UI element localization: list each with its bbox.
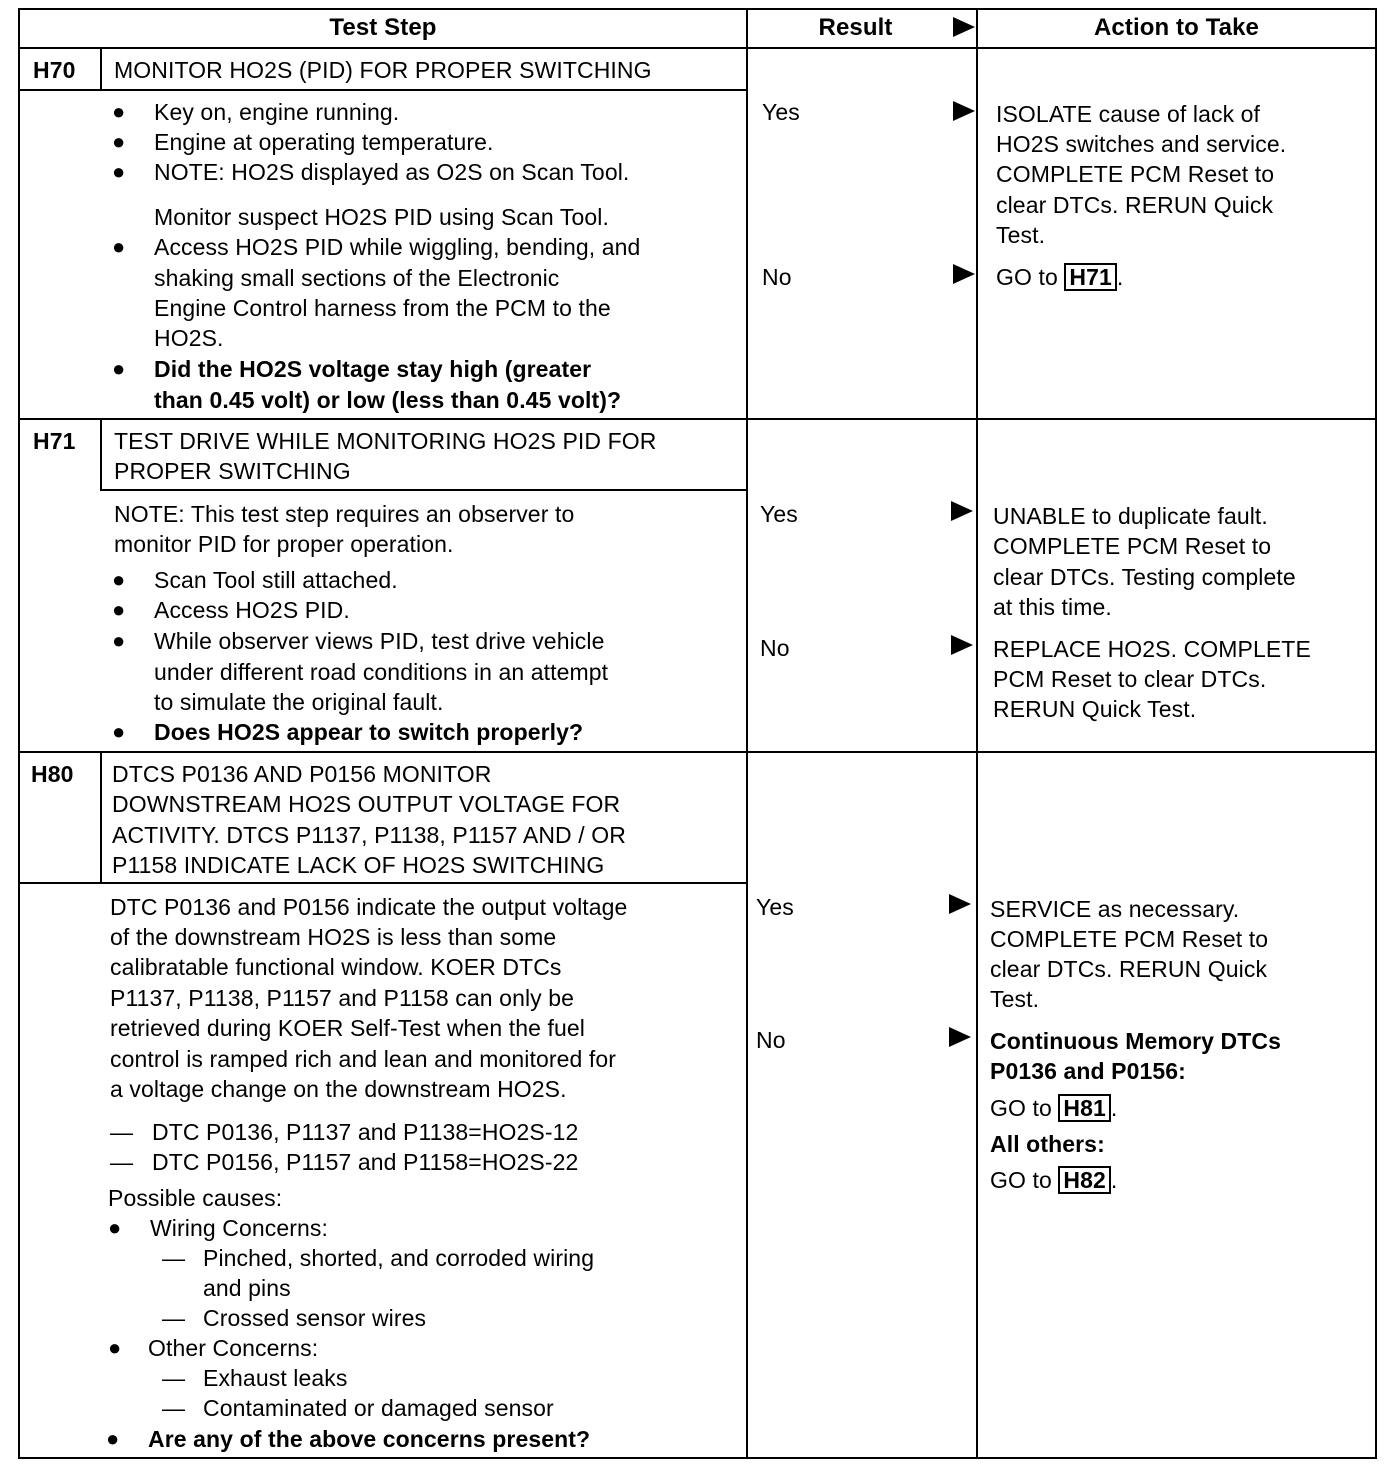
h70-question-line-1: Did the HO2S voltage stay high (greater <box>154 356 592 382</box>
h71-step-id: H71 <box>33 428 76 454</box>
h71-yes-action-4: at this time. <box>993 594 1112 620</box>
h80-step-id: H80 <box>31 761 74 787</box>
h70-yes: Yes <box>762 99 800 125</box>
h80-para-5: retrieved during KOER Self-Test when the fuel <box>110 1015 585 1041</box>
h70-no-action <box>996 262 1123 293</box>
h70-bullet-1: Key on, engine running. <box>154 99 400 125</box>
h70-no: No <box>762 264 792 290</box>
h70-yes-action-1: ISOLATE cause of lack of <box>996 101 1261 127</box>
h80-wiring-1-line-2: and pins <box>203 1275 291 1301</box>
h71-no: No <box>760 635 790 661</box>
h71-title-divider <box>100 489 748 491</box>
header-test-step: Test Step <box>329 14 437 41</box>
h80-wiring-1-line-1: Pinched, shorted, and corroded wiring <box>203 1245 595 1271</box>
h80-no-heading-1: Continuous Memory DTCs <box>990 1028 1281 1054</box>
bullet-icon: ● <box>112 99 126 124</box>
bullet-icon: ● <box>112 628 126 653</box>
arrow-icon <box>949 894 971 914</box>
h80-question: Are any of the above concerns present? <box>148 1426 591 1452</box>
h80-other: Other Concerns: <box>148 1335 319 1361</box>
h71-bullet-2: Access HO2S PID. <box>154 597 350 623</box>
h70-step-id: H70 <box>33 57 76 83</box>
dash-icon: — <box>162 1365 186 1391</box>
arrow-icon <box>951 501 973 521</box>
h70-bullet-2: Engine at operating temperature. <box>154 129 494 155</box>
h71-yes-action-2: COMPLETE PCM Reset to <box>993 533 1272 559</box>
h71-no-action-2: PCM Reset to clear DTCs. <box>993 666 1267 692</box>
bullet-icon: ● <box>106 1426 120 1451</box>
arrow-icon <box>953 264 975 284</box>
bullet-icon: ● <box>112 597 126 622</box>
header-arrow-icon <box>953 17 975 37</box>
h80-wiring: Wiring Concerns: <box>150 1215 328 1241</box>
h80-title-line-2: DOWNSTREAM HO2S OUTPUT VOLTAGE FOR <box>112 791 621 817</box>
h70-bullet-4-line-4: HO2S. <box>154 325 224 351</box>
table-border-top <box>18 8 1377 10</box>
h71-bullet-3-line-3: to simulate the original fault. <box>154 689 444 715</box>
period: . <box>1110 1167 1118 1193</box>
h71-yes: Yes <box>760 501 798 527</box>
h80-title-line-4: P1158 INDICATE LACK OF HO2S SWITCHING <box>112 852 605 878</box>
period: . <box>1110 1095 1118 1121</box>
h70-yes-action-3: COMPLETE PCM Reset to <box>996 161 1275 187</box>
dash-icon: — <box>110 1149 134 1175</box>
arrow-icon <box>953 101 975 121</box>
bullet-icon: ● <box>112 356 126 381</box>
step-link-h81[interactable]: H81 <box>1058 1094 1111 1122</box>
h71-yes-action-1: UNABLE to duplicate fault. <box>993 503 1268 529</box>
h70-text: Monitor suspect HO2S PID using Scan Tool. <box>154 204 609 230</box>
h71-title-line-1: TEST DRIVE WHILE MONITORING HO2S PID FOR <box>114 428 657 454</box>
h70-title: MONITOR HO2S (PID) FOR PROPER SWITCHING <box>114 57 652 83</box>
h80-para-2: of the downstream HO2S is less than some <box>110 924 557 950</box>
arrow-icon <box>949 1027 971 1047</box>
h80-title-line-3: ACTIVITY. DTCS P1137, P1138, P1157 AND / OR <box>112 822 626 848</box>
h70-bullet-4-line-1: Access HO2S PID while wiggling, bending, and <box>154 234 641 260</box>
h80-para-1: DTC P0136 and P0156 indicate the output voltage <box>110 894 628 920</box>
h71-bullet-1: Scan Tool still attached. <box>154 567 398 593</box>
table-border-left <box>18 8 20 1459</box>
h71-bullet-3-line-1: While observer views PID, test drive vehicle <box>154 628 605 654</box>
h80-title-line-1: DTCS P0136 AND P0156 MONITOR <box>112 761 492 787</box>
row-divider-h71 <box>18 418 1377 420</box>
h80-yes-action-1: SERVICE as necessary. <box>990 896 1240 922</box>
h80-other-1: Exhaust leaks <box>203 1365 348 1391</box>
dash-icon: — <box>162 1245 186 1271</box>
h71-id-divider <box>100 418 102 491</box>
h80-go-h81 <box>990 1093 1117 1124</box>
bullet-icon: ● <box>112 159 126 184</box>
step-link-h82[interactable]: H82 <box>1058 1166 1111 1194</box>
column-divider-action <box>976 8 978 1459</box>
h71-no-action-3: RERUN Quick Test. <box>993 696 1197 722</box>
h70-title-divider <box>18 89 748 91</box>
h71-no-action-1: REPLACE HO2S. COMPLETE <box>993 636 1311 662</box>
h71-note-line-2: monitor PID for proper operation. <box>114 531 454 557</box>
h80-yes: Yes <box>756 894 794 920</box>
go-to-text: GO to <box>990 1167 1052 1193</box>
h80-all-others: All others: <box>990 1131 1105 1157</box>
h80-para-3: calibratable functional window. KOER DTCs <box>110 954 562 980</box>
bullet-icon: ● <box>112 129 126 154</box>
h71-bullet-3-line-2: under different road conditions in an attempt <box>154 659 609 685</box>
h71-question: Does HO2S appear to switch properly? <box>154 719 584 745</box>
header-result: Result <box>818 14 893 41</box>
h80-title-divider <box>18 882 748 884</box>
h80-other-2: Contaminated or damaged sensor <box>203 1395 554 1421</box>
h80-para-6: control is ramped rich and lean and monitored for <box>110 1046 617 1072</box>
h80-dash-1: DTC P0136, P1137 and P1138=HO2S-12 <box>152 1119 579 1145</box>
h71-title-line-2: PROPER SWITCHING <box>114 458 351 484</box>
h80-yes-action-4: Test. <box>990 986 1040 1012</box>
h71-yes-action-3: clear DTCs. Testing complete <box>993 564 1296 590</box>
h70-bullet-4-line-2: shaking small sections of the Electronic <box>154 265 560 291</box>
table-border-bottom <box>18 1457 1377 1459</box>
h80-no-heading-2: P0136 and P0156: <box>990 1058 1186 1084</box>
step-link-h71[interactable]: H71 <box>1064 263 1117 291</box>
bullet-icon: ● <box>112 234 126 259</box>
h80-para-4: P1137, P1138, P1157 and P1158 can only be <box>110 985 575 1011</box>
h80-wiring-2: Crossed sensor wires <box>203 1305 427 1331</box>
h80-yes-action-3: clear DTCs. RERUN Quick <box>990 956 1268 982</box>
go-to-text: GO to <box>996 264 1058 290</box>
h80-go-h82 <box>990 1165 1117 1196</box>
h70-question-line-2: than 0.45 volt) or low (less than 0.45 volt)? <box>154 387 622 413</box>
h70-yes-action-4: clear DTCs. RERUN Quick <box>996 192 1274 218</box>
h71-note-line-1: NOTE: This test step requires an observer to <box>114 501 575 527</box>
bullet-icon: ● <box>112 719 126 744</box>
arrow-icon <box>951 635 973 655</box>
h70-id-divider <box>100 47 102 91</box>
table-border-right <box>1375 8 1377 1459</box>
h70-bullet-3: NOTE: HO2S displayed as O2S on Scan Tool. <box>154 159 630 185</box>
bullet-icon: ● <box>108 1335 122 1360</box>
bullet-icon: ● <box>108 1215 122 1240</box>
dash-icon: — <box>110 1119 134 1145</box>
go-to-text: GO to <box>990 1095 1052 1121</box>
h80-dash-2: DTC P0156, P1157 and P1158=HO2S-22 <box>152 1149 579 1175</box>
header-divider <box>18 47 1377 49</box>
dash-icon: — <box>162 1395 186 1421</box>
column-divider-result <box>746 8 748 1459</box>
h80-possible-causes: Possible causes: <box>108 1185 283 1211</box>
h70-bullet-4-line-3: Engine Control harness from the PCM to the <box>154 295 611 321</box>
dash-icon: — <box>162 1305 186 1331</box>
h70-yes-action-2: HO2S switches and service. <box>996 131 1287 157</box>
h70-yes-action-5: Test. <box>996 222 1046 248</box>
header-action: Action to Take <box>1094 14 1259 41</box>
period: . <box>1116 264 1124 290</box>
h80-para-7: a voltage change on the downstream HO2S. <box>110 1076 567 1102</box>
h80-no: No <box>756 1027 786 1053</box>
bullet-icon: ● <box>112 567 126 592</box>
h80-yes-action-2: COMPLETE PCM Reset to <box>990 926 1269 952</box>
h80-id-divider <box>100 751 102 884</box>
row-divider-h80 <box>18 751 1377 753</box>
